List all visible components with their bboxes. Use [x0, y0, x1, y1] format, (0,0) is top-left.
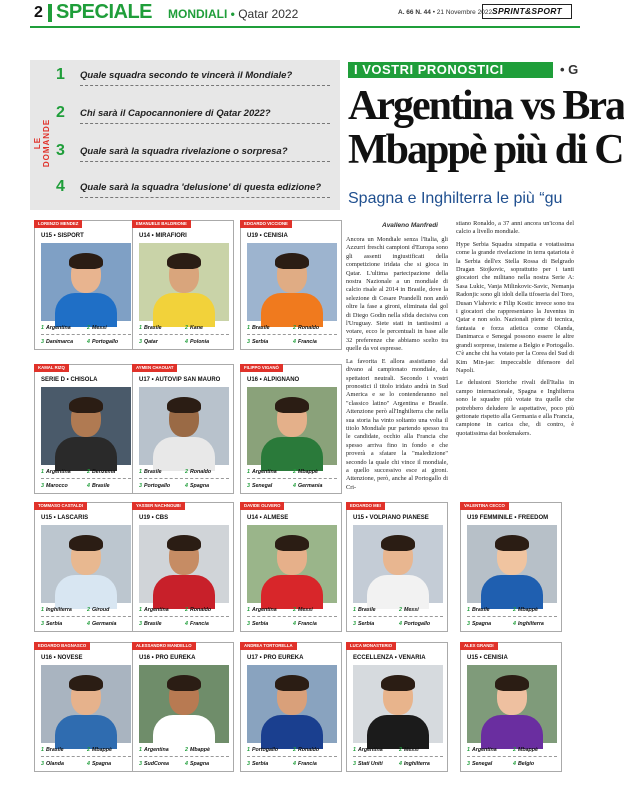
- player-team: U15 • CENISIA: [467, 655, 508, 661]
- pick-divider: [41, 756, 131, 757]
- player-photo: [41, 665, 131, 743]
- pick-divider: [353, 616, 443, 617]
- headline-line-1: Argentina vs Bra: [348, 83, 624, 129]
- pick-disappointment: 4 Spagna: [185, 761, 210, 767]
- player-card: [240, 642, 342, 772]
- answer-line: [80, 123, 330, 124]
- pick-divider: [467, 616, 557, 617]
- pick-disappointment: 4 Polonia: [185, 339, 210, 345]
- headline-line-2: Mbappè più di C: [348, 127, 623, 173]
- article-column-2: [456, 220, 574, 442]
- pick-top-scorer: 2 Mbappè: [185, 747, 210, 753]
- article-paragraph: Hype Serbia Squadra simpatia e votatissima come la grande rivelazione in terra qatariota è la Serbia dell'ex Stella Rossa di Belgrado Dragan Stojkovic, soprattutto per i tanti giocatori che militano nella nostra Serie A: Sasa Lukic, Vanja Milinkovic-Savic, Nemanja Radonjic sono gli idoli della tifoseria del Toro, Dusan Vlahovic e Filip Kostic invece sono tra i giocatori che rappresentano la Juventus in Qatar e non solo. Nazionali piene di tecnica, fantasia e forza atletica come Olanda, Danimarca e Senegal possono essere le altre grandi sorprese, insieme a Belgio e Portogallo. C'è anche chi ha votato per la Corea del Sud di Kim Min-jae: impeccabile difensore del Napoli.: [456, 240, 574, 374]
- pick-revelation: 3 Olanda: [41, 761, 64, 767]
- pick-divider: [247, 334, 337, 335]
- question-2: [56, 104, 336, 124]
- pick-winner: 1 Argentina: [139, 747, 169, 753]
- header-divider: [48, 4, 52, 22]
- pick-top-scorer: 2 Mbappè: [513, 607, 538, 613]
- player-photo: [467, 665, 557, 743]
- player-name: KAMAL RIZQ: [34, 364, 69, 372]
- player-name: EDOARDO BAGNASCO: [34, 642, 90, 650]
- player-card: [132, 220, 234, 350]
- pick-disappointment: 4 Francia: [293, 761, 317, 767]
- pick-disappointment: 4 Inghilterra: [399, 761, 430, 767]
- pick-disappointment: 4 Brasile: [87, 483, 110, 489]
- answer-line: [80, 85, 330, 86]
- pick-divider: [247, 756, 337, 757]
- question-text: Quale sarà la squadra 'delusione' di questa edizione?: [80, 182, 322, 193]
- question-1: [56, 66, 336, 86]
- player-team: U15 • SISPORT: [41, 233, 84, 239]
- player-card: [240, 220, 342, 350]
- player-team: U16 • ALPIGNANO: [247, 377, 300, 383]
- pick-revelation: 3 Stati Uniti: [353, 761, 383, 767]
- player-card: [132, 642, 234, 772]
- pick-divider: [247, 616, 337, 617]
- pick-winner: 1 Argentina: [247, 607, 277, 613]
- pick-revelation: 3 Senegal: [247, 483, 273, 489]
- player-team: U15 • VOLPIANO PIANESE: [353, 515, 429, 521]
- headline: [348, 83, 624, 173]
- pick-divider: [41, 334, 131, 335]
- pick-top-scorer: 2 Benzema: [87, 469, 116, 475]
- pick-revelation: 3 Danimarca: [41, 339, 74, 345]
- pick-top-scorer: 2 Mbappè: [293, 469, 318, 475]
- pick-top-scorer: 2 Kane: [185, 325, 203, 331]
- subheadline: Spagna e Inghilterra le più “gu: [348, 190, 563, 207]
- player-name: VALENTINA CECCO: [460, 502, 509, 510]
- pick-revelation: 3 Spagna: [467, 621, 492, 627]
- pick-winner: 1 Argentina: [139, 607, 169, 613]
- player-card: [132, 364, 234, 494]
- pick-winner: 1 Brasile: [247, 325, 270, 331]
- pick-divider: [139, 616, 229, 617]
- pick-top-scorer: 2 Ronaldo: [293, 747, 320, 753]
- player-name: LUCA MONASTERIO: [346, 642, 396, 650]
- pick-winner: 1 Argentina: [41, 325, 71, 331]
- topic-location: Qatar 2022: [238, 7, 299, 21]
- pick-divider: [139, 756, 229, 757]
- question-number: 1: [56, 66, 65, 83]
- player-photo: [353, 665, 443, 743]
- article-paragraph: stiano Ronaldo, a 37 anni ancora un'icona del calcio a livello mondiale.: [456, 220, 574, 236]
- banner-trail: • G: [560, 62, 579, 77]
- article-paragraph: Le delusioni Storiche rivali dell'Italia in campo internazionale, Spagna e Inghilterra sono le squadre più votate tra quelle che potrebbero deludere le aspettative, poco più gettonate rispetto alla Germania e alla Francia, campione in carica che, di contro, è quotatissima dai bookmakers.: [456, 379, 574, 437]
- player-name: AYMEN CHAOUAT: [132, 364, 177, 372]
- player-photo: [41, 525, 131, 603]
- player-photo: [353, 525, 443, 603]
- pick-top-scorer: 2 Giroud: [87, 607, 110, 613]
- player-photo: [247, 665, 337, 743]
- pick-disappointment: 4 Spagna: [185, 483, 210, 489]
- player-team: U14 • ALMESE: [247, 515, 289, 521]
- pick-revelation: 3 Qatar: [139, 339, 158, 345]
- pick-winner: 1 Brasile: [467, 607, 490, 613]
- pick-divider: [41, 616, 131, 617]
- question-4: [56, 178, 336, 198]
- answer-line: [80, 161, 330, 162]
- pick-revelation: 3 Portogallo: [139, 483, 171, 489]
- player-card: [346, 642, 448, 772]
- player-photo: [41, 387, 131, 465]
- pick-winner: 1 Brasile: [353, 607, 376, 613]
- answer-line: [80, 197, 330, 198]
- player-card: [240, 502, 342, 632]
- brand-logo: SPRINT&SPORT: [482, 4, 572, 19]
- player-card: [34, 502, 136, 632]
- player-name: ALEX GRANDI: [460, 642, 498, 650]
- pick-revelation: 3 Serbia: [353, 621, 375, 627]
- player-photo: [247, 525, 337, 603]
- article-paragraph: Ancora un Mondiale senza l'Italia, gli Azzurri freschi campioni d'Europa sono gli assenti ingiustificati della competizione iridata che si gioca in Qatar. L'ultima partecipazione della nostra Nazionale a un mondiale di calcio risale al 2014 in Brasile, dove la selezione di Cesare Prandelli non andò oltre la fase a gironi, eliminata dal gol di Diego Godin nella sfida decisiva con l'Uruguay. Siete stati in tantissimi a votare, ecco le percentuali in base alle 32 preferenze che abbiamo scelto tra quelle da voi espresse.: [346, 236, 448, 353]
- article-paragraph: La favorita E allora assistiamo dal divano al campionato mondiale, da spettatori neutrali. Secondo i vostri pronostici il titolo iridato andrà in Sud America e se lo contenderanno nel "classico latino" Argentina e Brasile. Attenzione però all'Inghilterra che nella sua storia ha vinto soltanto una volta il titolo Mondiale pur partendo spesso tra le candidate, occhio alla Francia che spesso arriva fino in fondo e che proverà a sfatare la "maledizione" secondo la quale chi vince il mondiale, a quello successivo esce ai gironi. Attenzione, però, anche al Portogallo di Cri-: [346, 357, 448, 491]
- player-card: [34, 642, 136, 772]
- player-team: SERIE D • CHISOLA: [41, 377, 98, 383]
- pick-revelation: 3 Serbia: [41, 621, 63, 627]
- pick-divider: [247, 478, 337, 479]
- pick-revelation: 3 Marocco: [41, 483, 68, 489]
- pick-top-scorer: 2 Messi: [87, 325, 107, 331]
- pick-divider: [139, 334, 229, 335]
- player-photo: [139, 387, 229, 465]
- pick-revelation: 3 SudCorea: [139, 761, 169, 767]
- topic-name: MONDIALI: [168, 7, 228, 21]
- pick-winner: 1 Argentina: [353, 747, 383, 753]
- player-photo: [139, 243, 229, 321]
- player-photo: [41, 243, 131, 321]
- player-name: EDOARDO MEI: [346, 502, 385, 510]
- edition-info: A. 66 N. 44 • 21 Novembre 2022: [398, 9, 493, 16]
- player-card: [460, 502, 562, 632]
- pick-top-scorer: 2 Mbappè: [87, 747, 112, 753]
- pick-revelation: 3 Serbia: [247, 621, 269, 627]
- question-text: Chi sarà il Capocannoniere di Qatar 2022?: [80, 108, 271, 119]
- pick-disappointment: 4 Belgio: [513, 761, 535, 767]
- pick-winner: 1 Brasile: [139, 325, 162, 331]
- pick-winner: 1 Argentina: [247, 469, 277, 475]
- player-team: U15 • LASCARIS: [41, 515, 89, 521]
- question-3: [56, 142, 336, 162]
- pick-disappointment: 4 Francia: [293, 621, 317, 627]
- player-name: EMANUELE BALDRIONE: [132, 220, 191, 228]
- pick-revelation: 3 Brasile: [139, 621, 162, 627]
- page-number: 2: [34, 4, 43, 21]
- player-name: ANDREA TORTORELLA: [240, 642, 297, 650]
- player-name: LORENZO MENDEZ: [34, 220, 82, 228]
- pick-disappointment: 4 Portogallo: [87, 339, 119, 345]
- pick-disappointment: 4 Francia: [185, 621, 209, 627]
- pick-winner: 1 Brasile: [139, 469, 162, 475]
- byline: Avalleno Manfredi: [382, 222, 438, 229]
- pick-winner: 1 Portogallo: [247, 747, 279, 753]
- pick-divider: [467, 756, 557, 757]
- question-text: Quale squadra secondo te vincerà il Mondiale?: [80, 70, 293, 81]
- edition-date: 21 Novembre 2022: [436, 9, 493, 16]
- player-photo: [247, 243, 337, 321]
- player-team: U16 • PRO EUREKA: [139, 655, 196, 661]
- player-team: U17 • PRO EUREKA: [247, 655, 304, 661]
- pick-divider: [353, 756, 443, 757]
- pick-winner: 1 Argentina: [467, 747, 497, 753]
- player-team: U19 • CENISIA: [247, 233, 288, 239]
- pick-disappointment: 4 Francia: [293, 339, 317, 345]
- pick-revelation: 3 Serbia: [247, 761, 269, 767]
- pick-top-scorer: 2 Messi: [399, 607, 419, 613]
- player-name: YASSER NACHNOUBI: [132, 502, 185, 510]
- player-card: [240, 364, 342, 494]
- article-column-1: [346, 236, 448, 496]
- player-team: U14 • MIRAFIORI: [139, 233, 187, 239]
- player-team: U17 • AUTOVIP SAN MAURO: [139, 377, 221, 383]
- pick-top-scorer: 2 Messi: [293, 607, 313, 613]
- pick-top-scorer: 2 Mbappè: [513, 747, 538, 753]
- edition-number: A. 66 N. 44: [398, 9, 431, 16]
- section-title: SPECIALE: [56, 1, 153, 23]
- header-rule: [30, 26, 580, 28]
- player-name: DAVIDE OLIVERO: [240, 502, 284, 510]
- player-card: [460, 642, 562, 772]
- section-banner: [348, 62, 580, 80]
- page-header: [0, 0, 580, 26]
- player-name: TOMMASO CASTALDI: [34, 502, 87, 510]
- player-name: EDOARDO VICCIONE: [240, 220, 292, 228]
- player-card: [132, 502, 234, 632]
- pick-divider: [41, 478, 131, 479]
- player-photo: [467, 525, 557, 603]
- player-team: U19 • CBS: [139, 515, 169, 521]
- player-photo: [247, 387, 337, 465]
- player-card: [34, 220, 136, 350]
- player-name: ALESSANDRO MANDELLO: [132, 642, 196, 650]
- questions-side-label: [33, 108, 51, 168]
- player-card: [34, 364, 136, 494]
- question-number: 3: [56, 142, 65, 159]
- pick-winner: 1 Inghilterra: [41, 607, 72, 613]
- question-text: Quale sarà la squadra rivelazione o sorpresa?: [80, 146, 288, 157]
- topic-label: MONDIALI • Qatar 2022: [168, 7, 299, 21]
- player-team: ECCELLENZA • VENARIA: [353, 655, 426, 661]
- pick-disappointment: 4 Germania: [293, 483, 323, 489]
- player-photo: [139, 525, 229, 603]
- pick-top-scorer: 2 Messi: [399, 747, 419, 753]
- pick-winner: 1 Brasile: [41, 747, 64, 753]
- pick-top-scorer: 2 Ronaldo: [185, 607, 212, 613]
- question-number: 2: [56, 104, 65, 121]
- pick-disappointment: 4 Spagna: [87, 761, 112, 767]
- side-label-text: LE DOMANDE: [33, 118, 51, 168]
- pick-top-scorer: 2 Ronaldo: [185, 469, 212, 475]
- player-photo: [139, 665, 229, 743]
- question-number: 4: [56, 178, 65, 195]
- pick-divider: [139, 478, 229, 479]
- player-card: [346, 502, 448, 632]
- pick-disappointment: 4 Germania: [87, 621, 117, 627]
- pick-revelation: 3 Serbia: [247, 339, 269, 345]
- player-team: U16 • NOVESE: [41, 655, 83, 661]
- player-name: FILIPPO VIGANÒ: [240, 364, 283, 372]
- banner-label: I VOSTRI PRONOSTICI: [348, 62, 553, 78]
- pick-top-scorer: 2 Ronaldo: [293, 325, 320, 331]
- pick-disappointment: 4 Inghilterra: [513, 621, 544, 627]
- pick-winner: 1 Argentina: [41, 469, 71, 475]
- player-team: U19 FEMMINILE • FREEDOM: [467, 515, 549, 521]
- pick-revelation: 3 Senegal: [467, 761, 493, 767]
- pick-disappointment: 4 Portogallo: [399, 621, 431, 627]
